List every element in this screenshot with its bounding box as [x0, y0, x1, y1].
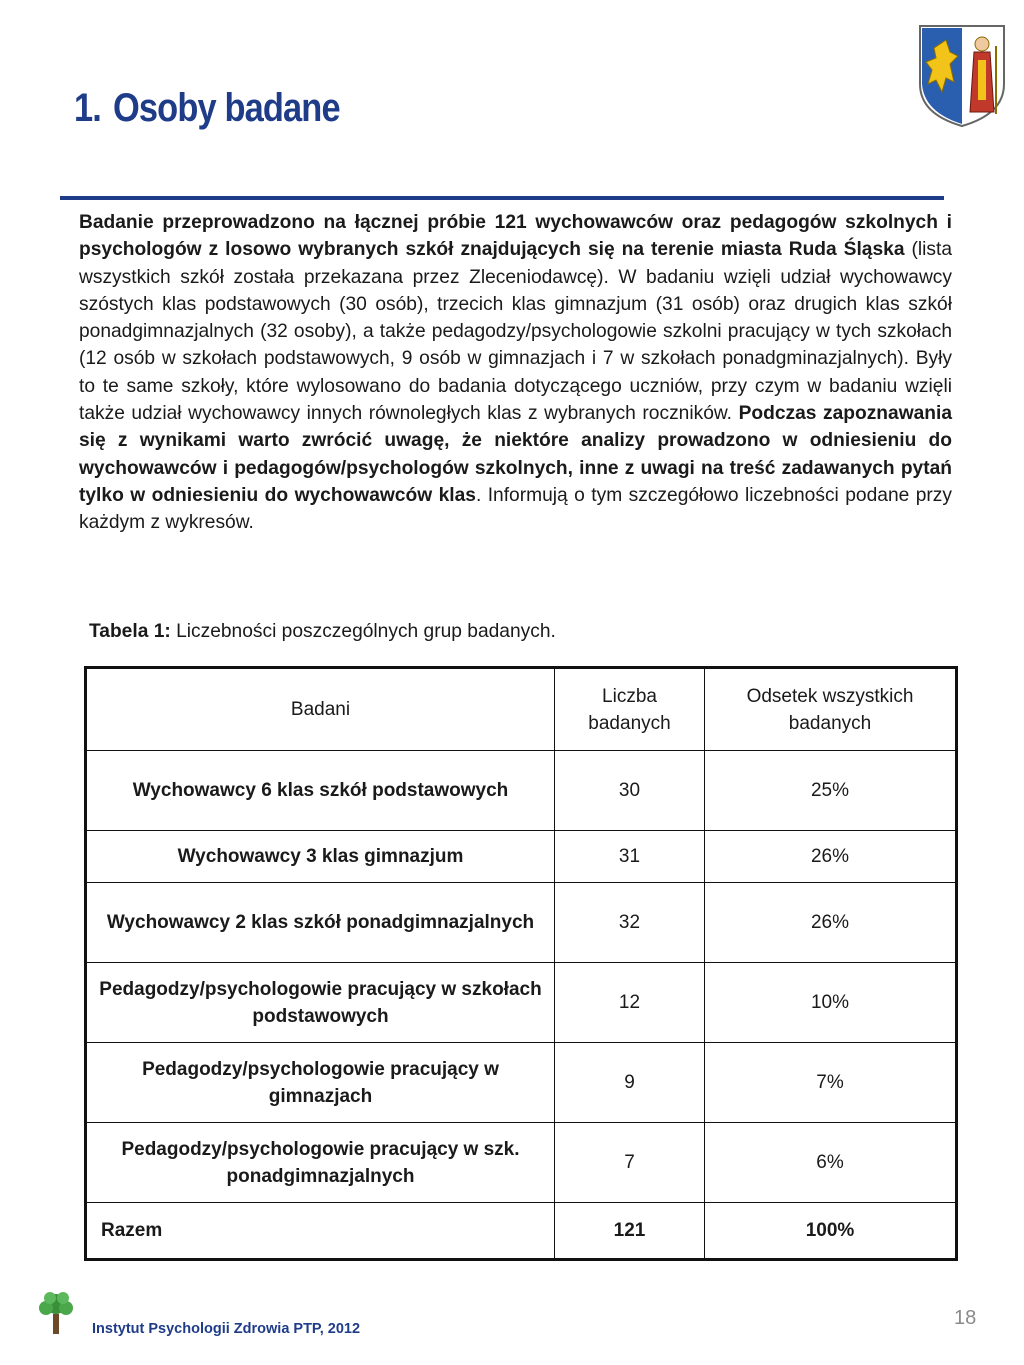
row-percent: 10%: [705, 963, 957, 1043]
body-text-1: (lista wszystkich szkół została przekazana przez Zleceniodawcę). W badaniu wzięli udział wychowawcy szóstych klas podstawowych (30 osób), trzecich klas gimnazjum (31 osób) oraz drugich klas szkół ponadgimnazjalnych (32 osoby), a także pedagodzy/psychologowie szkolni pracujący w tych szkołach (12 osób w szkołach podstawowych, 9 osób w gimnazjach i 7 w szkołach ponadgminazjalnych). Były to te same szkoły, które wylosowano do badania dotyczącego uczniów, przy czym w badaniu wzięli także udział wychowawcy innych równoległych klas z wybranych roczników.: [79, 239, 953, 425]
table-row: [86, 963, 957, 1043]
row-group: Wychowawcy 6 klas szkół podstawowych: [86, 751, 555, 831]
row-percent: 26%: [705, 883, 957, 963]
body-bold-2: Podczas zapoznawania się z wynikami warto zwrócić uwagę, że niektóre analizy prowadzono w odniesieniu do wychowawców i pedagogów/psychologów szkolnych, inne z uwagi na treść zadawanych pytań tylko w odniesieniu do wychowawców klas: [79, 403, 953, 506]
row-count: 7: [555, 1123, 705, 1203]
header-odsetek: Odsetek wszystkich badanych: [705, 668, 957, 751]
row-group: Pedagodzy/psychologowie pracujący w gimnazjach: [86, 1043, 555, 1123]
tree-logo-icon: [36, 1290, 76, 1336]
row-count: 12: [555, 963, 705, 1043]
row-percent: 26%: [705, 831, 957, 883]
table-row: [86, 883, 957, 963]
sample-table: [84, 666, 958, 1261]
row-percent: 25%: [705, 751, 957, 831]
total-label: Razem: [86, 1203, 555, 1260]
row-count: 9: [555, 1043, 705, 1123]
table-row: [86, 831, 957, 883]
table-total-row: [86, 1203, 957, 1260]
header-badani: Badani: [86, 668, 555, 751]
row-group: Pedagodzy/psychologowie pracujący w szk. ponadgimnazjalnych: [86, 1123, 555, 1203]
header-divider: [60, 196, 944, 200]
row-percent: 7%: [705, 1043, 957, 1123]
body-paragraph: [79, 209, 952, 537]
row-count: 32: [555, 883, 705, 963]
row-group: Wychowawcy 3 klas gimnazjum: [86, 831, 555, 883]
page-number: 18: [954, 1307, 977, 1329]
row-group: Wychowawcy 2 klas szkół ponadgimnazjalnych: [86, 883, 555, 963]
page-title: [74, 86, 340, 131]
table-caption: [89, 621, 556, 643]
total-percent: 100%: [705, 1203, 957, 1260]
caption-text: Liczebności poszczególnych grup badanych.: [170, 621, 556, 642]
body-bold-1: Badanie przeprowadzono na łącznej próbie 121 wychowawców oraz pedagogów szkolnych i psychologów z losowo wybranych szkół znajdujących się na terenie miasta Ruda Śląska: [79, 212, 952, 261]
row-count: 31: [555, 831, 705, 883]
table-row: [86, 751, 957, 831]
table-row: [86, 1123, 957, 1203]
body-text-2: . Informują o tym szczegółowo liczebności podane przy każdym z wykresów.: [79, 484, 952, 534]
table-header-row: [86, 668, 957, 751]
section-number: 1.: [74, 86, 101, 130]
caption-label: Tabela 1:: [89, 621, 171, 642]
coat-of-arms-icon: [916, 22, 1008, 130]
row-count: 30: [555, 751, 705, 831]
total-count: 121: [555, 1203, 705, 1260]
table-row: [86, 1043, 957, 1123]
row-group: Pedagodzy/psychologowie pracujący w szkołach podstawowych: [86, 963, 555, 1043]
section-title: Osoby badane: [113, 86, 340, 130]
row-percent: 6%: [705, 1123, 957, 1203]
footer-institute: Instytut Psychologii Zdrowia PTP, 2012: [92, 1321, 361, 1337]
header-liczba: Liczba badanych: [555, 668, 705, 751]
